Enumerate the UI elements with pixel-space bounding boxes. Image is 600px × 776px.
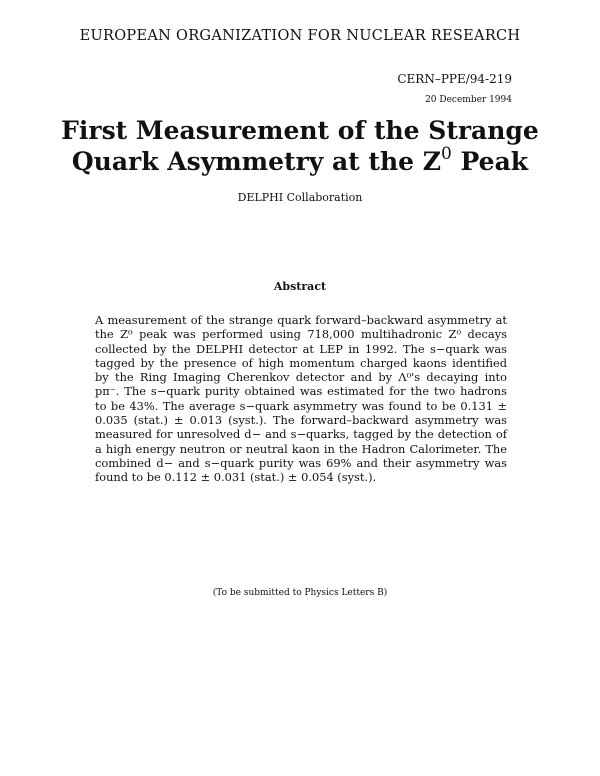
submission-note: (To be submitted to Physics Letters B) xyxy=(212,588,388,598)
paper-title xyxy=(0,115,600,178)
organization-header: EUROPEAN ORGANIZATION FOR NUCLEAR RESEARCH xyxy=(79,28,521,44)
title-superscript: 0 xyxy=(441,144,452,165)
author-collaboration: DELPHI Collaboration xyxy=(237,191,363,204)
report-date: 20 December 1994 xyxy=(425,95,512,105)
title-line-1: First Measurement of the Strange xyxy=(61,116,539,145)
report-number: CERN–PPE/94-219 xyxy=(397,72,512,86)
abstract-heading: Abstract xyxy=(273,280,327,293)
title-line-2-text: Quark Asymmetry at the Z xyxy=(71,147,442,177)
title-line-2-end: Peak xyxy=(451,147,529,177)
abstract-text: A measurement of the strange quark forward–backward asymmetry at the Z⁰ peak was performed using 718,000 multihadronic Z⁰ decays collected by the DELPHI detector at LEP in 1992. The s−quark was tagged by the presence of high momentum charged kaons identified by the Ring Imaging Cherenkov detector and by Λ⁰'s decaying into pπ⁻. The s−quark purity obtained was estimated for the two hadrons to be 43%. The average s−quark asymmetry was found to be 0.131 ± 0.035 (stat.) ± 0.013 (syst.). The forward–backward asymmetry was measured for unresolved d− and s−quarks, tagged by the detection of a high energy neutron or neutral kaon in the Hadron Calorimeter. The combined d− and s−quark purity was 69% and their asymmetry was found to be 0.112 ± 0.031 (stat.) ± 0.054 (syst.). xyxy=(95,313,507,485)
